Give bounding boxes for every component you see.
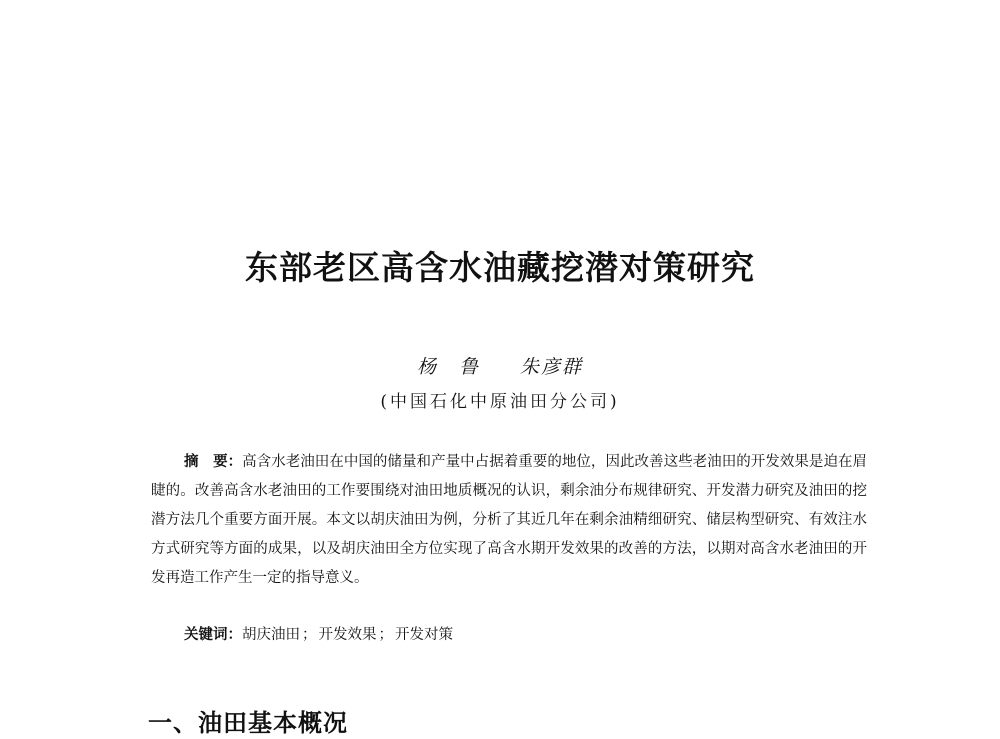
keyword-item: 开发效果 bbox=[318, 627, 377, 643]
keyword-separator: ； bbox=[378, 627, 393, 643]
section-heading: 一、油田基本概况 bbox=[148, 709, 348, 737]
keyword-item: 开发对策 bbox=[395, 627, 453, 643]
abstract bbox=[151, 448, 867, 593]
author-name: 朱彦群 bbox=[520, 356, 584, 378]
author-affiliation: (中国石化中原油田分公司) bbox=[380, 392, 620, 412]
author-list bbox=[0, 354, 1000, 380]
paper-title: 东部老区高含水油藏挖潜对策研究 bbox=[245, 248, 755, 287]
keyword-item: 胡庆油田 bbox=[242, 627, 300, 643]
keyword-separator: ； bbox=[302, 627, 317, 643]
abstract-label: 摘 要： bbox=[184, 454, 243, 470]
keywords bbox=[184, 622, 453, 648]
keywords-label: 关键词： bbox=[184, 627, 242, 643]
abstract-text: 高含水老油田在中国的储量和产量中占据着重要的地位，因此改善这些老油田的开发效果是迫在眉睫的。改善高含水老油田的工作要围绕对油田地质概况的认识，剩余油分布规律研究、开发潜力研究及油田的挖潜方法几个重要方面开展。本文以胡庆油田为例，分析了其近几年在剩余油精细研究、储层构型研究、有效注水方式研究等方面的成果，以及胡庆油田全方位实现了高含水期开发效果的改善的方法，以期对高含水老油田的开发再造工作产生一定的指导意义。 bbox=[151, 454, 868, 586]
author-name: 杨 鲁 bbox=[416, 356, 480, 378]
